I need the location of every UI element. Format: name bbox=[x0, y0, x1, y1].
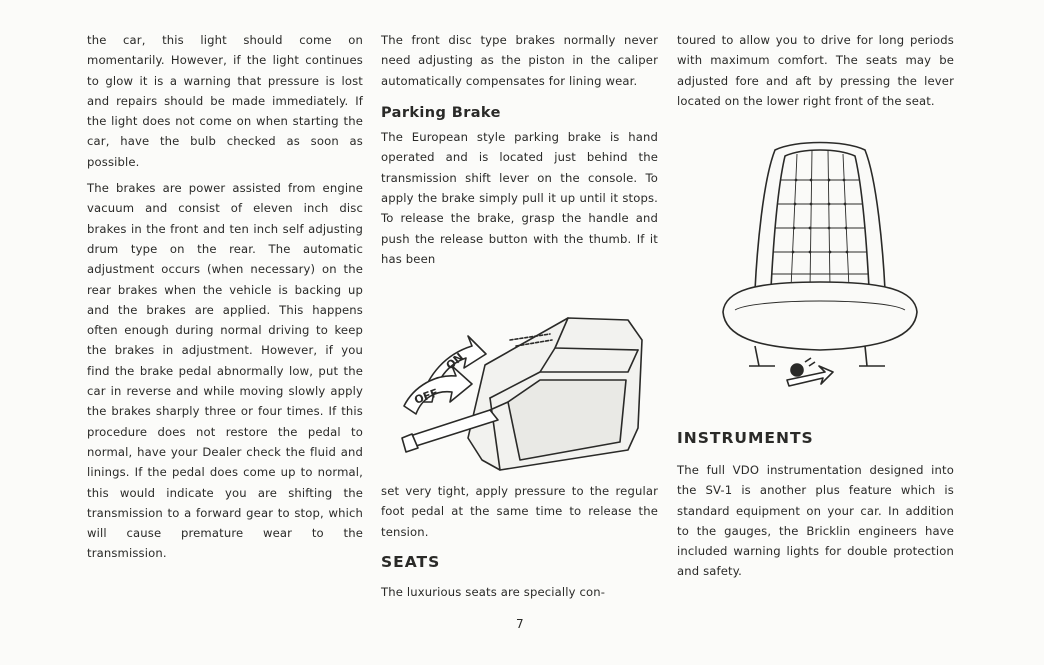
brake-light-paragraph: the car, this light should come on momentarily. However, if the light continues to glow it is a warning that pressure is lost and repairs should be made immediately. If the light does not come on when starting the car, have the bulb checked as soon as possible. bbox=[87, 33, 363, 169]
disc-brakes-paragraph: The front disc type brakes normally never need adjusting as the piston in the caliper automatically compensates for lining wear. bbox=[381, 33, 658, 88]
parking-brake-continued: set very tight, apply pressure to the regular foot pedal at the same time to release the tension. bbox=[381, 484, 658, 539]
parking-brake-heading: Parking Brake bbox=[381, 104, 501, 121]
seats-continued-paragraph: toured to allow you to drive for long periods with maximum comfort. The seats may be adjusted fore and aft by pressing the lever located on the lower right front of the seat. bbox=[677, 33, 954, 108]
parking-brake-illustration bbox=[390, 310, 652, 478]
instruments-paragraph: The full VDO instrumentation designed into the SV-1 is another plus feature which is standard equipment on your car. In addition to the gauges, the Bricklin engineers have included warning lights for double protection and safety. bbox=[677, 463, 954, 579]
on-label: ON bbox=[443, 350, 467, 373]
page-number: 7 bbox=[516, 617, 524, 631]
parking-brake-paragraph: The European style parking brake is hand operated and is located just behind the transmission shift lever on the console. To apply the brake simply pull it up until it stops. To release the brake, grasp the handle and push the release button with the thumb. If it has been bbox=[381, 130, 658, 266]
off-label: OFF bbox=[412, 386, 440, 407]
seats-heading: SEATS bbox=[381, 553, 441, 571]
column-left bbox=[87, 30, 363, 570]
column-right bbox=[677, 30, 954, 117]
power-brakes-paragraph: The brakes are power assisted from engine vacuum and consist of eleven inch disc brakes in the front and ten inch self adjusting drum type on the rear. The automatic adjustment occurs (when necessary) on the rear brakes when the vehicle is backing up and the brakes are applied. This happens often enough during normal driving to keep the brakes in adjustment. However, if you find the brake pedal abnormally low, put the car in reverse and while moving slowly apply the brakes sharply three or four times. If this procedure does not restore the pedal to normal, have your Dealer check the fluid and linings. If the pedal does come up to normal, this would indicate you are shifting the transmission to a forward gear to stop, which will cause premature wear to the transmission. bbox=[87, 181, 363, 561]
seat-illustration bbox=[715, 140, 925, 395]
column-middle bbox=[381, 30, 658, 275]
seats-paragraph: The luxurious seats are specially con- bbox=[381, 585, 606, 599]
instruments-heading: INSTRUMENTS bbox=[677, 429, 814, 447]
